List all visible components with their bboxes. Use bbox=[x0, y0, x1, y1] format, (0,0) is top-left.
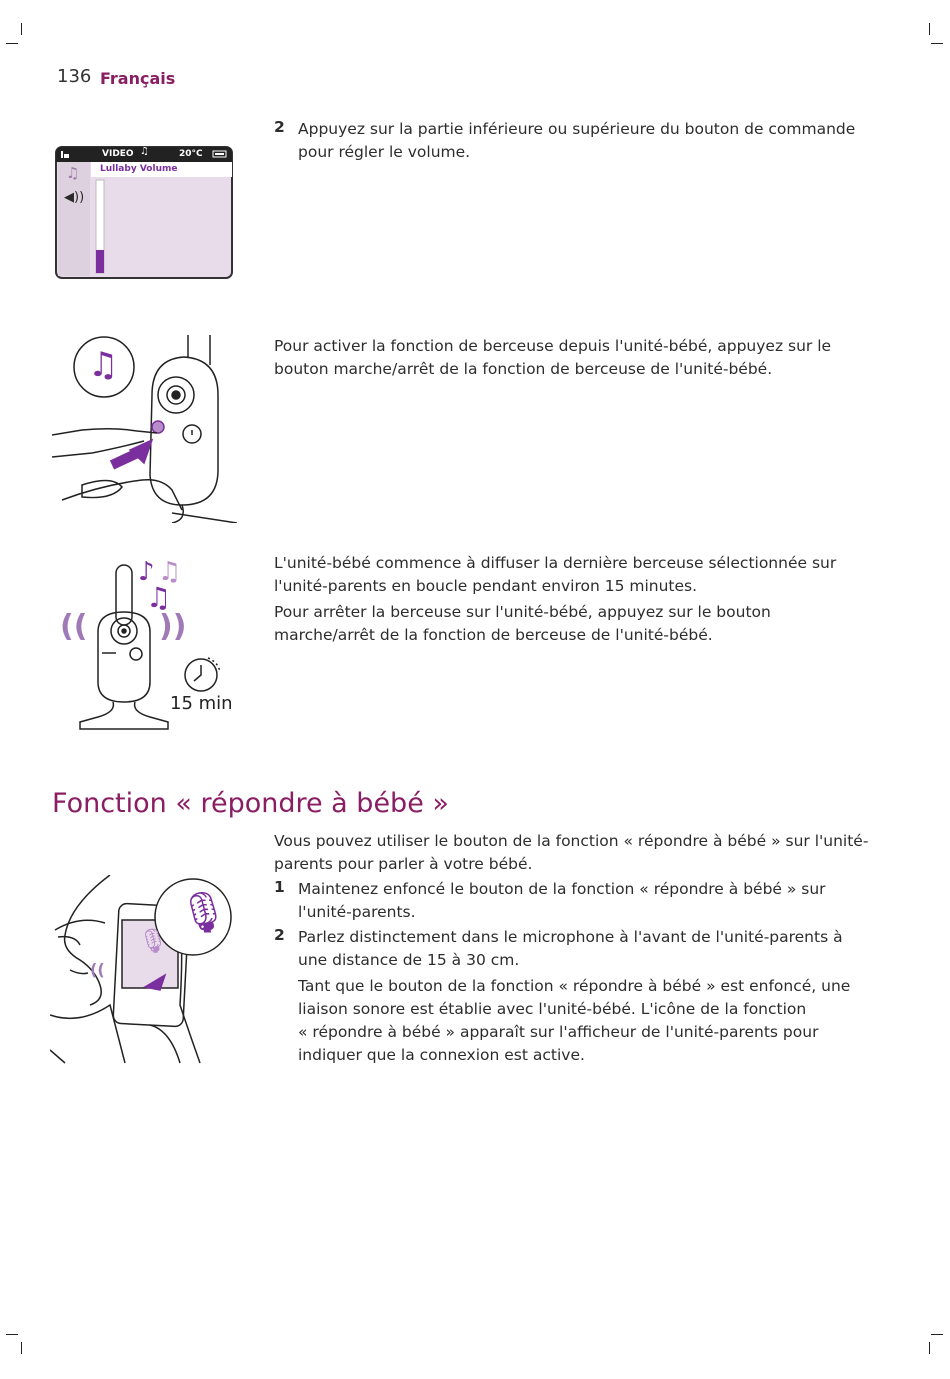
step-number: 1 bbox=[274, 878, 285, 896]
microphone-icon: 🎙 bbox=[138, 927, 169, 955]
crop-mark bbox=[929, 1342, 930, 1354]
music-note-icon: ♫ bbox=[158, 557, 182, 587]
body-text: l'unité-parents en boucle pendant environ 15 minutes. bbox=[274, 577, 698, 595]
step-text: Appuyez sur la partie inférieure ou supérieure du bouton de commande bbox=[298, 120, 856, 138]
step-text: Parlez distinctement dans le microphone à l'avant de l'unité-parents à bbox=[298, 928, 843, 946]
music-note-icon: ♫ bbox=[146, 581, 172, 614]
language-label: Français bbox=[100, 69, 176, 88]
crop-mark bbox=[931, 1334, 943, 1335]
body-text: Pour activer la fonction de berceuse depuis l'unité-bébé, appuyez sur le bbox=[274, 337, 832, 355]
step-text: une distance de 15 à 30 cm. bbox=[298, 951, 520, 969]
step-text: pour régler le volume. bbox=[298, 143, 471, 161]
step-text: l'unité-parents. bbox=[298, 903, 416, 921]
timer-label: 15 min bbox=[170, 693, 233, 714]
note-text: « répondre à bébé » apparaît sur l'afficheur de l'unité-parents pour bbox=[298, 1023, 819, 1041]
crop-mark bbox=[21, 1342, 22, 1354]
music-note-icon: ♫ bbox=[140, 146, 149, 157]
baby-unit-lullaby-illustration bbox=[58, 557, 248, 737]
note-text: Tant que le bouton de la fonction « répondre à bébé » est enfoncé, une bbox=[298, 977, 851, 995]
step-number: 2 bbox=[274, 926, 285, 944]
status-temperature: 20°C bbox=[179, 149, 203, 159]
crop-mark bbox=[929, 23, 930, 35]
crop-mark bbox=[6, 43, 18, 44]
music-note-icon: ♪ bbox=[138, 557, 155, 587]
crop-mark bbox=[21, 23, 22, 35]
microphone-icon: 🎙 bbox=[178, 890, 229, 936]
body-text: L'unité-bébé commence à diffuser la dernière berceuse sélectionnée sur bbox=[274, 554, 837, 572]
step-number: 2 bbox=[274, 118, 285, 136]
sound-wave-icon: (( bbox=[60, 609, 88, 644]
talk-to-baby-illustration bbox=[50, 875, 235, 1065]
note-text: liaison sonore est établie avec l'unité-bébé. L'icône de la fonction bbox=[298, 1000, 807, 1018]
note-text: indiquer que la connexion est active. bbox=[298, 1046, 585, 1064]
body-text: marche/arrêt de la fonction de berceuse de l'unité-bébé. bbox=[274, 626, 713, 644]
press-lullaby-button-illustration bbox=[52, 335, 237, 523]
sound-wave-icon: )) bbox=[159, 609, 187, 644]
body-text: Pour arrêter la berceuse sur l'unité-bébé, appuyez sur le bouton bbox=[274, 603, 771, 621]
crop-mark bbox=[6, 1334, 18, 1335]
menu-title: Lullaby Volume bbox=[100, 164, 178, 174]
body-text: bouton marche/arrêt de la fonction de berceuse de l'unité-bébé. bbox=[274, 360, 773, 378]
sound-wave-icon: (( bbox=[90, 960, 105, 979]
page-number: 136 bbox=[57, 66, 92, 87]
section-heading: Fonction « répondre à bébé » bbox=[52, 788, 449, 819]
body-text: parents pour parler à votre bébé. bbox=[274, 855, 533, 873]
crop-mark bbox=[931, 43, 943, 44]
music-note-icon: ♫ bbox=[88, 345, 119, 385]
step-text: Maintenez enfoncé le bouton de la fonction « répondre à bébé » sur bbox=[298, 880, 826, 898]
music-note-icon: ♫ bbox=[66, 164, 80, 182]
speaker-icon: ◀)) bbox=[64, 190, 85, 205]
body-text: Vous pouvez utiliser le bouton de la fonction « répondre à bébé » sur l'unité- bbox=[274, 832, 869, 850]
lullaby-volume-screen bbox=[55, 146, 233, 279]
status-video: VIDEO bbox=[102, 149, 134, 159]
